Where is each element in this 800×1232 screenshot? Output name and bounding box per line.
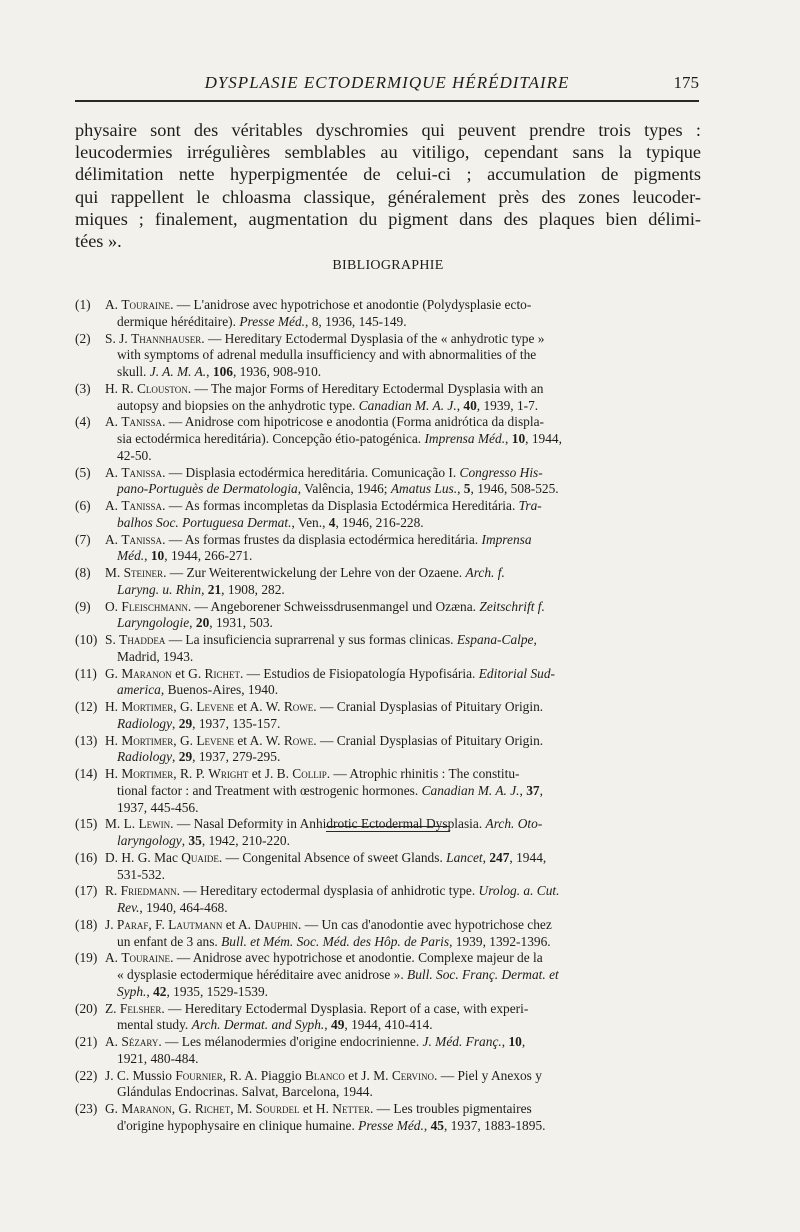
reference-line: Laryng. u. Rhin, 21, 1908, 282. — [117, 581, 285, 597]
journal-title: Canadian M. A. J. — [421, 782, 520, 798]
reference-number: (6) — [75, 498, 91, 513]
reference-line: R. Friedmann. — Hereditary ectodermal dysplasia of anhidrotic type. Urolog. a. Cut. — [105, 883, 560, 899]
reference-line: M. L. Lewin. — Nasal Deformity in Anhidrotic Ectodermal Dysplasia. Arch. Oto- — [105, 816, 543, 832]
journal-title: balhos Soc. Portuguesa Dermat. — [117, 514, 292, 530]
author-name: Richet — [204, 665, 240, 681]
reference-line: A. Touraine. — Anidrose avec hypotrichose et anodontie. Complexe majeur de la — [105, 950, 543, 966]
reference-number: (13) — [75, 732, 98, 748]
journal-title: J. Méd. Franç. — [422, 1034, 502, 1049]
author-name: Rowe — [283, 699, 314, 714]
reference-number: (18) — [75, 916, 98, 932]
author-name: Sézary — [121, 1034, 159, 1049]
author-name: Maranon — [121, 1101, 172, 1116]
reference-line: J. Paraf, F. Lautmann et A. Dauphin. — Un cas d'anodontie avec hypotrichose chez — [105, 916, 552, 932]
reference-line: A. Tanissa. — As formas frustes da displasia ectodérmica hereditária. Imprensa — [105, 531, 532, 547]
reference-line: Madrid, 1943. — [117, 648, 194, 664]
journal-title: Tra- — [518, 498, 542, 513]
author-name: Clouston — [137, 380, 188, 396]
volume-number: 20 — [195, 615, 210, 631]
reference-line: 1921, 480-484. — [117, 1050, 199, 1066]
journal-title: Editorial Sud- — [478, 665, 556, 681]
reference-item — [75, 532, 701, 566]
author-name: Steiner — [123, 565, 164, 580]
page-header — [75, 70, 699, 104]
journal-title: Syph. — [117, 983, 147, 999]
reference-item — [75, 1068, 701, 1102]
author-name: Touraine — [121, 297, 171, 312]
journal-title: Lancet — [446, 849, 483, 865]
volume-number: 29 — [178, 749, 193, 765]
body-paragraph — [75, 119, 701, 252]
journal-title: Presse Méd. — [239, 313, 306, 329]
reference-line: O. Fleischmann. — Angeborener Schweissdrusenmangel und Ozæna. Zeitschrift f. — [105, 598, 545, 614]
author-name: Quaide — [181, 849, 219, 865]
journal-title: Laryngologie — [117, 615, 190, 631]
author-name: Tanissa — [121, 498, 163, 513]
reference-line: tional factor : and Treatment with œstrogenic hormones. Canadian M. A. J., 37, — [117, 782, 543, 798]
author-name: Lewin — [138, 816, 171, 832]
reference-list — [75, 297, 701, 1135]
author-name: Thaddea — [119, 632, 166, 647]
reference-item — [75, 565, 701, 599]
reference-number: (22) — [75, 1067, 98, 1083]
journal-title: Arch. Oto- — [485, 816, 543, 832]
reference-number: (4) — [75, 414, 91, 430]
reference-line: dermique héréditaire). Presse Méd., 8, 1936, 145-149. — [117, 313, 407, 329]
author-name: Fleischmann — [121, 598, 188, 614]
reference-line: with symptoms of adrenal medulla insufficiency and with abnormalities of the — [117, 347, 537, 363]
journal-title: Presse Méd. — [358, 1117, 424, 1133]
reference-line: 1937, 445-456. — [117, 799, 199, 815]
volume-number: 37 — [526, 782, 540, 798]
journal-title: pano-Portuguès de Dermatologia — [117, 481, 298, 497]
reference-line: mental study. Arch. Dermat. and Syph., 49, 1944, 410-414. — [117, 1017, 433, 1033]
reference-number: (12) — [75, 699, 98, 714]
author-name: Lautmann — [168, 916, 223, 932]
journal-title: Urolog. a. Cut. — [478, 883, 560, 899]
volume-number: 29 — [178, 715, 193, 731]
reference-item — [75, 498, 701, 532]
reference-number: (23) — [75, 1101, 98, 1116]
reference-line: Rev., 1940, 464-468. — [117, 900, 228, 915]
journal-title: Radiology — [117, 749, 173, 765]
body-line: tées ». — [75, 231, 122, 252]
journal-title: J. A. M. A. — [149, 364, 207, 379]
reference-item — [75, 666, 701, 700]
reference-number: (9) — [75, 598, 91, 614]
author-name: Thannhauser — [131, 330, 202, 346]
reference-item — [75, 1101, 701, 1135]
volume-number: 45 — [430, 1117, 444, 1133]
journal-title: Arch. f. — [465, 565, 505, 580]
reference-number: (7) — [75, 531, 91, 547]
bibliography-heading: BIBLIOGRAPHIE — [332, 258, 444, 273]
body-line: qui rappellent le chloasma classique, généralement près des zones leucoder- — [75, 186, 701, 207]
reference-item — [75, 1034, 701, 1068]
author-name: Dauphin — [254, 916, 299, 932]
reference-line: S. J. Thannhauser. — Hereditary Ectodermal Dysplasia of the « anhydrotic type » — [105, 330, 545, 346]
journal-title: Congresso His- — [459, 464, 543, 480]
journal-title: Espana-Calpe — [456, 632, 534, 647]
volume-number: 42 — [153, 983, 167, 999]
reference-number: (5) — [75, 464, 91, 480]
journal-title: Rev. — [117, 900, 140, 915]
reference-item — [75, 883, 701, 917]
reference-number: (16) — [75, 849, 98, 865]
reference-line: 531-532. — [117, 866, 165, 882]
reference-item — [75, 950, 701, 1000]
reference-line: Laryngologie, 20, 1931, 503. — [117, 615, 273, 631]
journal-title: Imprensa — [481, 531, 532, 547]
volume-number: 21 — [207, 581, 222, 597]
reference-number: (21) — [75, 1034, 98, 1049]
reference-item — [75, 816, 701, 850]
author-name: Rowe — [283, 732, 314, 748]
reference-line: skull. J. A. M. A., 106, 1936, 908-910. — [117, 364, 322, 379]
volume-number: 10 — [150, 548, 165, 564]
reference-number: (14) — [75, 766, 98, 781]
reference-item — [75, 850, 701, 884]
reference-number: (1) — [75, 297, 91, 312]
reference-line: 42-50. — [117, 447, 152, 463]
reference-line: A. Tanissa. — Displasia ectodérmica hereditária. Comunicação I. Congresso His- — [105, 464, 543, 480]
author-name: Mortimer — [121, 766, 174, 781]
reference-line: america, Buenos-Aires, 1940. — [117, 682, 279, 698]
reference-item — [75, 331, 701, 381]
author-name: Tanissa — [121, 464, 163, 480]
reference-line: autopsy and biopsies on the anhydrotic type. Canadian M. A. J., 40, 1939, 1-7. — [117, 397, 539, 413]
volume-number: 106 — [212, 364, 233, 379]
author-name: Blanco — [305, 1067, 345, 1083]
author-name: Touraine — [121, 950, 171, 966]
journal-title: america — [117, 682, 161, 698]
reference-line: un enfant de 3 ans. Bull. et Mém. Soc. Méd. des Hôp. de Paris, 1939, 1392-1396. — [117, 933, 551, 949]
reference-line: balhos Soc. Portuguesa Dermat., Ven., 4, 1946, 216-228. — [117, 514, 424, 530]
author-name: Tanissa — [121, 414, 163, 430]
reference-line: H. Mortimer, G. Levene et A. W. Rowe. — Cranial Dysplasias of Pituitary Origin. — [105, 732, 544, 748]
author-name: Felsher — [119, 1000, 162, 1016]
reference-line: M. Steiner. — Zur Weiterentwickelung der Lehre von der Ozaene. Arch. f. — [105, 565, 505, 580]
reference-line: « dysplasie ectodermique héréditaire avec anidrose ». Bull. Soc. Franç. Dermat. et — [117, 967, 559, 982]
reference-line: H. R. Clouston. — The major Forms of Hereditary Ectodermal Dysplasia with an — [105, 380, 544, 396]
reference-number: (10) — [75, 632, 98, 647]
journal-title: Bull. et Mém. Soc. Méd. des Hôp. de Paris — [221, 933, 450, 949]
author-name: Netter — [332, 1101, 370, 1116]
reference-number: (15) — [75, 816, 98, 832]
journal-title: Bull. Soc. Franç. Dermat. et — [407, 967, 559, 982]
reference-line: Radiology, 29, 1937, 135-157. — [117, 715, 281, 731]
reference-line: Syph., 42, 1935, 1529-1539. — [117, 983, 269, 999]
body-line: miques ; finalement, augmentation du pigment dans des plaques bien délimi- — [75, 208, 701, 229]
body-line: leucodermies irrégulières semblables au vitiligo, cependant sans la typique — [75, 142, 701, 163]
journal-title: Arch. Dermat. and Syph. — [191, 1017, 325, 1033]
author-name: Friedmann — [120, 883, 177, 899]
author-name: Richet — [194, 1101, 231, 1116]
reference-line: G. Maranon, G. Richet, M. Sourdel et H. Netter. — Les troubles pigmentaires — [105, 1101, 532, 1116]
reference-line: A. Tanissa. — As formas incompletas da Displasia Ectodérmica Hereditária. Tra- — [105, 498, 542, 513]
reference-line: J. C. Mussio Fournier, R. A. Piaggio Blanco et J. M. Cervino. — Piel y Anexos y — [105, 1067, 542, 1083]
reference-line: Méd., 10, 1944, 266-271. — [117, 548, 253, 564]
author-name: Levene — [196, 699, 234, 714]
author-name: Fournier — [175, 1067, 223, 1083]
author-name: Mortimer — [121, 699, 174, 714]
reference-line: H. Mortimer, R. P. Wright et J. B. Collip. — Atrophic rhinitis : The constitu- — [105, 766, 520, 781]
author-name: Maranon — [121, 665, 172, 681]
journal-title: laryngology — [117, 833, 182, 848]
volume-number: 247 — [489, 849, 510, 865]
reference-line: D. H. G. Mac Quaide. — Congenital Absence of sweet Glands. Lancet, 247, 1944, — [105, 849, 547, 865]
page-number: 175 — [673, 73, 699, 92]
reference-number: (3) — [75, 380, 91, 396]
reference-item — [75, 699, 701, 733]
reference-item — [75, 733, 701, 767]
reference-item — [75, 414, 701, 464]
volume-number: 10 — [511, 431, 526, 446]
author-name: Tanissa — [121, 531, 163, 547]
header-rule — [75, 100, 699, 102]
journal-title: Canadian M. A. J. — [358, 397, 457, 413]
reference-line: G. Maranon et G. Richet. — Estudios de Fisiopatología Hypofisária. Editorial Sud- — [105, 665, 556, 681]
reference-line: A. Sézary. — Les mélanodermies d'origine endocrinienne. J. Méd. Franç., 10, — [105, 1034, 526, 1049]
reference-line: laryngology, 35, 1942, 210-220. — [117, 833, 290, 848]
reference-line: H. Mortimer, G. Levene et A. W. Rowe. — Cranial Dysplasias of Pituitary Origin. — [105, 699, 544, 714]
reference-line: d'origine hypophysaire en clinique humaine. Presse Méd., 45, 1937, 1883-1895. — [117, 1117, 546, 1133]
journal-title: Zeitschrift f. — [479, 598, 545, 614]
reference-line: Glándulas Endocrinas. Salvat, Barcelona, 1944. — [117, 1084, 373, 1100]
reference-number: (8) — [75, 565, 91, 580]
volume-number: 40 — [463, 397, 477, 413]
reference-line: Radiology, 29, 1937, 279-295. — [117, 749, 281, 765]
reference-number: (17) — [75, 883, 98, 899]
volume-number: 35 — [188, 833, 202, 848]
author-name: Wright — [208, 766, 249, 781]
journal-title: Méd. — [117, 548, 145, 564]
journal-title: Imprensa Méd. — [424, 431, 506, 446]
reference-line: A. Touraine. — L'anidrose avec hypotrichose et anodontie (Polydysplasie ecto- — [105, 297, 532, 312]
reference-number: (20) — [75, 1000, 98, 1016]
volume-number: 10 — [508, 1034, 522, 1049]
reference-item — [75, 297, 701, 331]
reference-line: S. Thaddea — La insuficiencia suprarrenal y sus formas clinicas. Espana-Calpe, — [105, 632, 537, 647]
journal-title: Radiology — [117, 715, 173, 731]
journal-title: Amatus Lus. — [390, 481, 458, 497]
journal-title: Laryng. u. Rhin — [117, 581, 202, 597]
reference-item — [75, 599, 701, 633]
author-name: Collip — [292, 766, 327, 781]
reference-item — [75, 917, 701, 951]
reference-number: (11) — [75, 665, 97, 681]
reference-line: Z. Felsher. — Hereditary Ectodermal Dysplasia. Report of a case, with experi- — [105, 1000, 529, 1016]
author-name: Sourdel — [255, 1101, 300, 1116]
volume-number: 5 — [463, 481, 471, 497]
body-line: délimitation nette hyperpigmentée de celui-ci ; accumulation de pigments — [75, 164, 701, 185]
reference-item — [75, 465, 701, 499]
end-rule — [326, 826, 450, 832]
author-name: Cervino — [391, 1067, 435, 1083]
reference-item — [75, 1001, 701, 1035]
running-title: DYSPLASIE ECTODERMIQUE HÉRÉDITAIRE — [204, 73, 570, 92]
volume-number: 4 — [328, 514, 336, 530]
reference-line: sia ectodérmica hereditária). Concepção étio-patogénica. Imprensa Méd., 10, 1944, — [117, 431, 562, 446]
body-line: physaire sont des véritables dyschromies qui peuvent prendre trois types : — [75, 120, 701, 140]
reference-item — [75, 766, 701, 816]
reference-item — [75, 381, 701, 415]
reference-number: (19) — [75, 950, 98, 966]
reference-item — [75, 632, 701, 666]
reference-line: pano-Portuguès de Dermatologia, Valência, 1946; Amatus Lus., 5, 1946, 508-525. — [117, 481, 559, 497]
author-name: Paraf — [116, 916, 149, 932]
author-name: Levene — [196, 732, 234, 748]
author-name: Mortimer — [121, 732, 174, 748]
reference-line: A. Tanissa. — Anidrose com hipotricose e anodontia (Forma anidrótica da displa- — [105, 414, 544, 430]
volume-number: 49 — [331, 1017, 345, 1033]
reference-number: (2) — [75, 330, 91, 346]
